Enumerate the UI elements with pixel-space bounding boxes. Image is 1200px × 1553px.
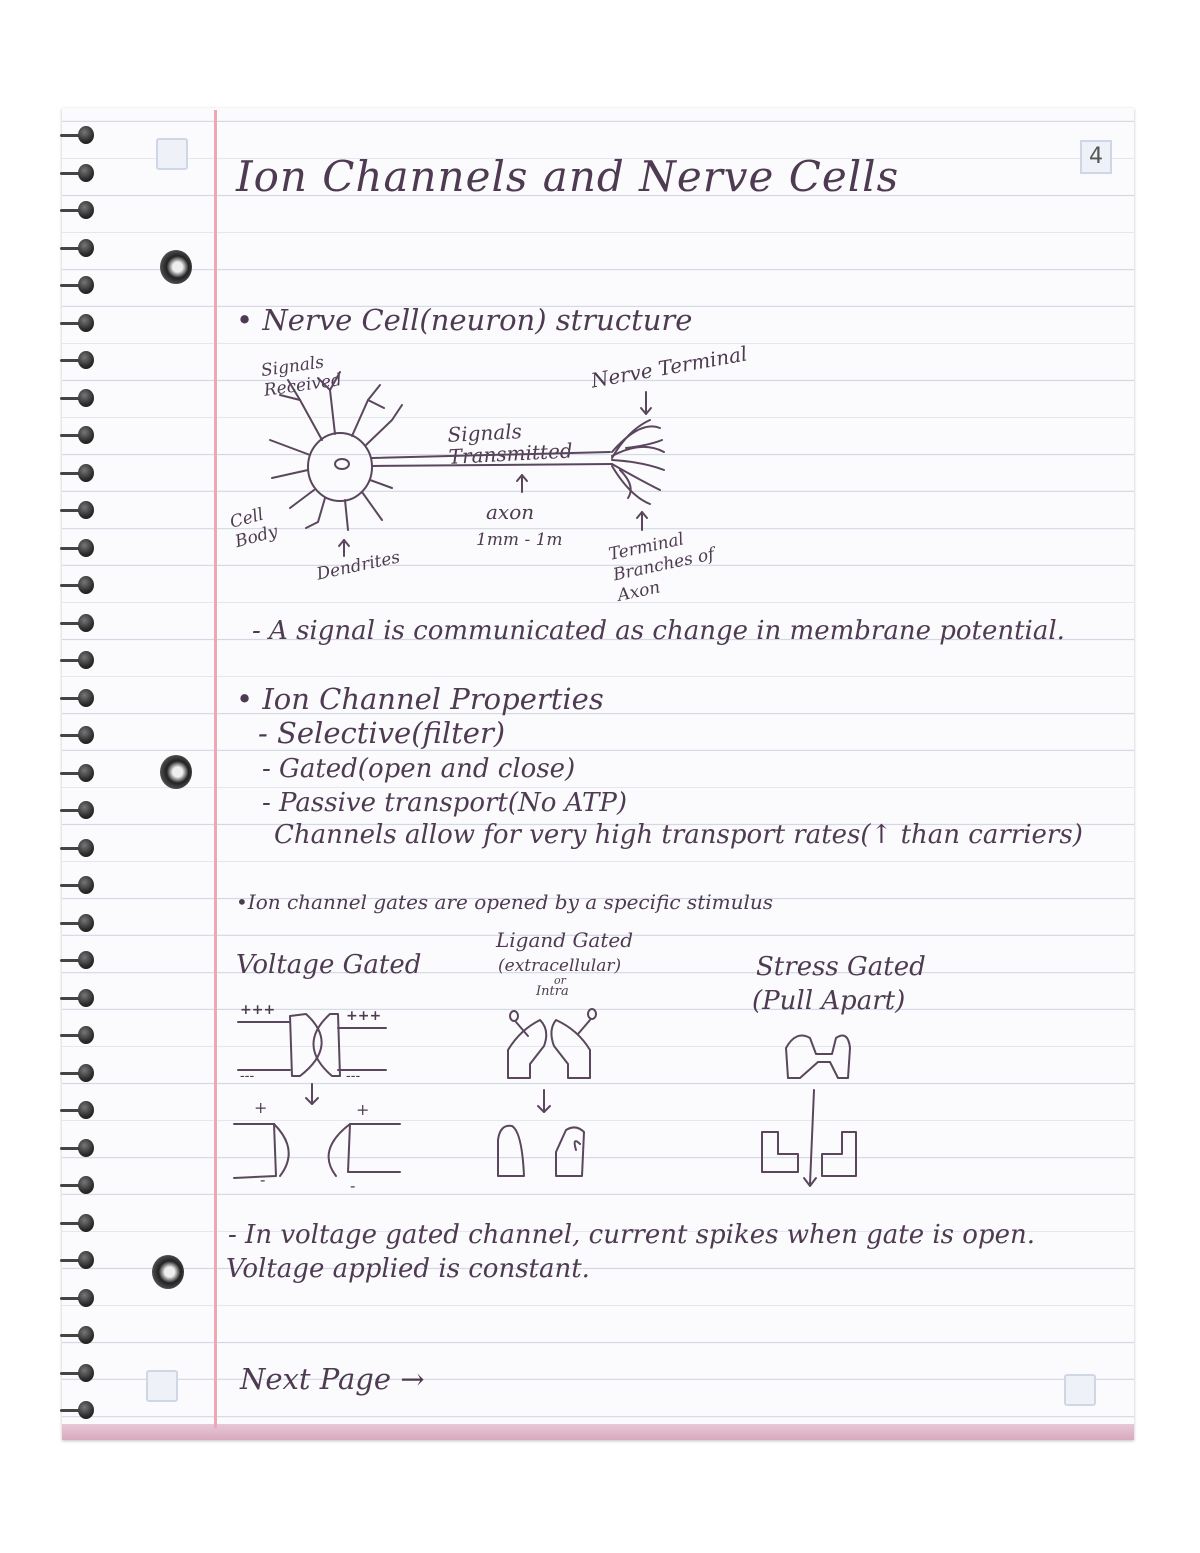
label-signals-received: Signals Received: [259, 352, 344, 401]
ligand-gated-sub: (extracellular): [498, 956, 622, 976]
neuron-heading: • Nerve Cell(neuron) structure: [236, 303, 693, 337]
voltage-gated-open-drawing: [234, 1124, 400, 1178]
label-axon: axon: [486, 500, 535, 524]
property-gated: - Gated(open and close): [262, 754, 576, 784]
property-selective: - Selective(filter): [258, 716, 506, 750]
voltage-gated-closed-drawing: [238, 1014, 386, 1104]
ligand-gated-label: Ligand Gated: [496, 928, 634, 952]
ligand-intra: Intra: [536, 984, 569, 999]
page-title: Ion Channels and Nerve Cells: [236, 152, 900, 201]
label-dendrites: Dendrites: [314, 547, 402, 585]
voltage-open-plus: +: [254, 1098, 268, 1117]
next-page-link[interactable]: Next Page →: [240, 1362, 425, 1396]
voltage-constant-note: Voltage applied is constant.: [226, 1254, 590, 1284]
label-nerve-terminal: Nerve Terminal: [589, 341, 750, 393]
membrane-potential-note: - A signal is communicated as change in membrane potential.: [252, 616, 1065, 646]
voltage-charge-minus-right: ---: [346, 1068, 361, 1084]
voltage-open-plus: +: [356, 1100, 370, 1119]
voltage-open-minus: -: [260, 1170, 266, 1189]
page-number: 4: [1080, 140, 1112, 174]
ligand-gated-drawing: [498, 1009, 596, 1176]
gates-heading: •Ion channel gates are opened by a specific stimulus: [236, 890, 774, 914]
label-cell-body: Cell Body: [227, 504, 280, 553]
voltage-open-minus: -: [350, 1176, 356, 1195]
property-passive: - Passive transport(No ATP): [262, 788, 628, 818]
neuron-drawing: [270, 372, 664, 556]
stress-gated-label: Stress Gated: [756, 952, 926, 982]
voltage-charge-plus-left: +++: [240, 1002, 276, 1018]
label-axon-length: 1mm - 1m: [476, 530, 563, 550]
label-terminal-branches: Terminal Branches of Axon: [606, 529, 717, 606]
voltage-charge-minus-left: ---: [240, 1068, 255, 1084]
voltage-gated-label: Voltage Gated: [236, 950, 422, 980]
properties-summary: Channels allow for very high transport rates(↑ than carriers): [274, 820, 1083, 850]
stress-gated-sub: (Pull Apart): [752, 986, 906, 1016]
voltage-charge-plus-right: +++: [346, 1008, 382, 1024]
voltage-gated-note: - In voltage gated channel, current spikes when gate is open.: [228, 1220, 1035, 1250]
ligand-or: or: [554, 974, 566, 987]
label-signals-transmitted: Signals Transmitted: [446, 419, 574, 469]
properties-heading: • Ion Channel Properties: [236, 682, 604, 716]
stress-gated-drawing: [762, 1036, 856, 1186]
